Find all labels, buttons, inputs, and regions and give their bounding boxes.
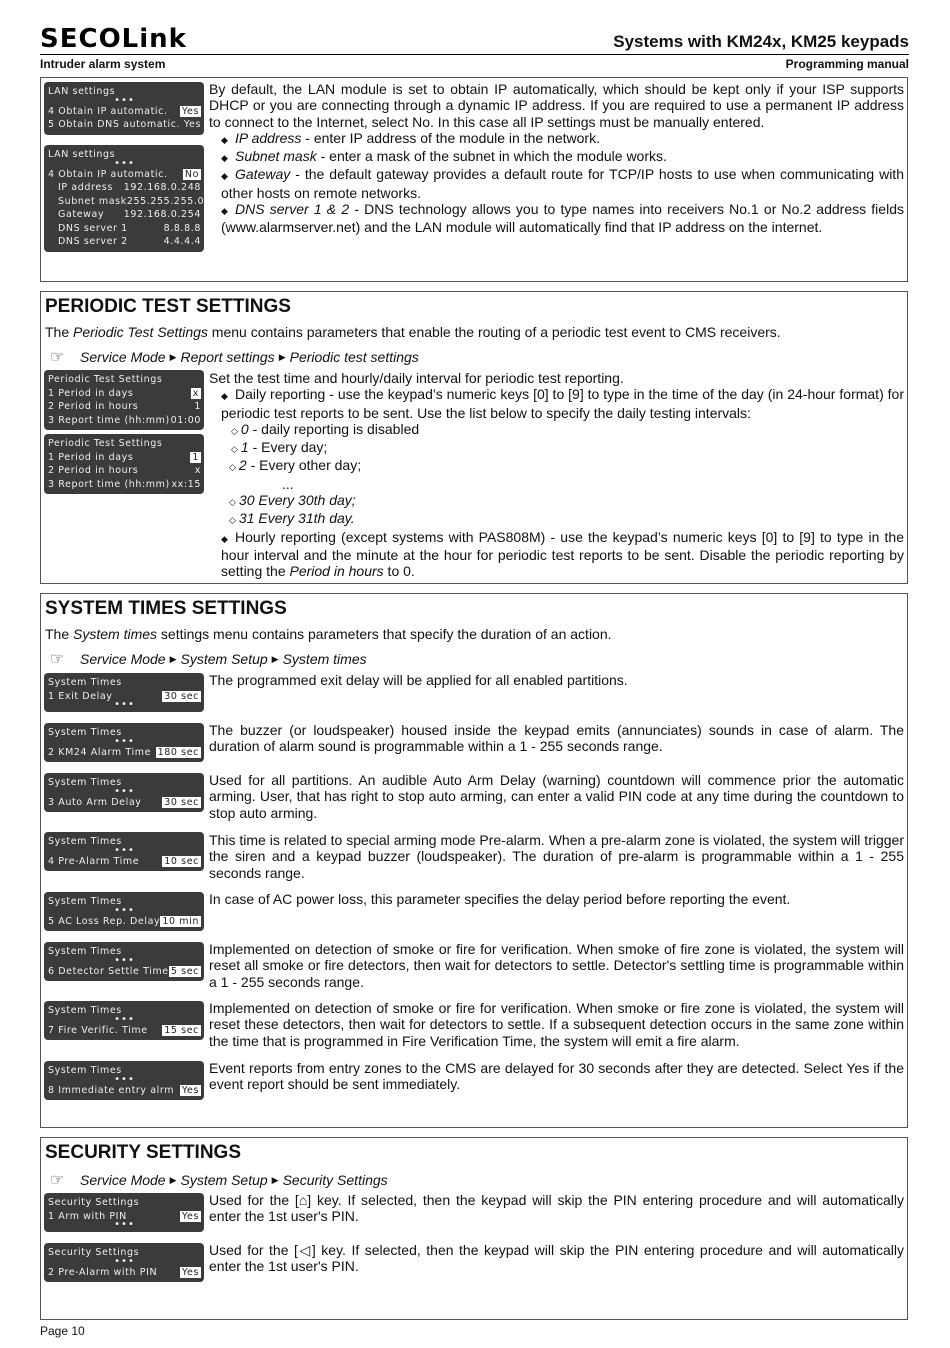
diamond-bullet-icon: ◆ bbox=[221, 171, 228, 182]
header-divider bbox=[40, 54, 909, 55]
periodic-test-title: PERIODIC TEST SETTINGS bbox=[45, 296, 291, 317]
lcd-fire-verification-time: System Times ••• 7 Fire Verific. Time 15 sec bbox=[44, 1001, 204, 1040]
lcd-periodic-test-2: Periodic Test Settings 1 Period in days 1 2 Period in hours x 3 Report time (hh:mm) xx:15 bbox=[44, 434, 204, 494]
arrow-right-icon: ▶ bbox=[271, 653, 279, 664]
pointing-hand-icon: ☞ bbox=[50, 349, 65, 366]
lan-bullet: ◆ IP address - enter IP address of the module in the network. bbox=[209, 130, 904, 148]
lcd-auto-arm-delay: System Times ••• 3 Auto Arm Delay 30 sec bbox=[44, 773, 204, 812]
hollow-diamond-icon: ◇ bbox=[229, 515, 236, 526]
immediate-entry-alarm-description: Event reports from entry zones to the CMS are delayed for 30 seconds after they are detected. Select Yes if the event report should be sent immediately. bbox=[209, 1060, 904, 1093]
lcd-lan-settings-1 bbox=[44, 82, 204, 135]
lan-bullet: ◆ Gateway - the default gateway provides a default route for TCP/IP hosts to use when communicating with other hosts on remote networks. bbox=[221, 166, 904, 201]
lcd-dots: ••• bbox=[114, 1255, 135, 1267]
lcd-pre-alarm-time: System Times ••• 4 Pre-Alarm Time 10 sec bbox=[44, 832, 204, 871]
diamond-bullet-icon: ◆ bbox=[221, 391, 228, 402]
periodic-test-intro: The Periodic Test Settings menu contains parameters that enable the routing of a periodic test event to CMS receivers. bbox=[45, 324, 781, 340]
document-title: Systems with KM24x, KM25 keypads bbox=[613, 32, 909, 51]
fire-verification-time-description: Implemented on detection of smoke or fire for verification. When smoke or fire zone is violated, the system will reset these detectors, then wait for detectors to settle. If a subsequent detection occurs in the same zone within the time that is programmed in Fire Verification Time, the system will emit a fire alarm. bbox=[209, 1000, 904, 1049]
system-times-intro: The System times settings menu contains parameters that specify the duration of an action. bbox=[45, 626, 612, 642]
lcd-dots: ••• bbox=[114, 1219, 135, 1230]
arrow-right-icon: ▶ bbox=[271, 1174, 279, 1185]
lcd-exit-delay: System Times 1 Exit Delay 30 sec ••• bbox=[44, 673, 204, 712]
arm-with-pin-description: Used for the [⌂] key. If selected, then the keypad will skip the PIN entering procedure and will automatically enter the 1st user's PIN. bbox=[209, 1192, 904, 1225]
lcd-dots: ••• bbox=[114, 844, 135, 856]
lan-bullet: ◆ DNS server 1 & 2 - DNS technology allows you to type names into receivers No.1 or No.2 address fields (www.alarmserver.net) and the LAN module will automatically find that IP address on the internet. bbox=[221, 201, 904, 236]
pointing-hand-icon: ☞ bbox=[50, 1172, 65, 1189]
lcd-dots: ••• bbox=[114, 904, 135, 916]
periodic-test-menu-path: ☞ Service Mode ▶ Report settings ▶ Periodic test settings bbox=[50, 349, 419, 366]
lcd-dots: ••• bbox=[114, 954, 135, 966]
diamond-bullet-icon: ◆ bbox=[221, 533, 228, 544]
lcd-row-label: 5 Obtain DNS automatic. bbox=[48, 119, 181, 131]
lcd-row-label: Gateway bbox=[58, 209, 105, 221]
arrow-right-icon: ▶ bbox=[169, 1174, 177, 1185]
security-settings-title: SECURITY SETTINGS bbox=[45, 1142, 242, 1163]
lcd-row-value: No bbox=[184, 168, 199, 180]
hollow-diamond-icon: ◇ bbox=[229, 462, 236, 473]
lcd-dots: ••• bbox=[114, 94, 135, 106]
pre-alarm-time-description: This time is related to special arming mode Pre-alarm. When a pre-alarm zone is violated, the system will trigger the siren and a keypad buzzer (loudspeaker). The duration of pre-alarm is programmable within a 1 - 255 seconds range. bbox=[209, 832, 904, 881]
hollow-diamond-icon: ◇ bbox=[229, 497, 236, 508]
arrow-right-icon: ▶ bbox=[169, 351, 177, 362]
lcd-title: Periodic Test Settings bbox=[48, 438, 163, 450]
lcd-row-value: 192.168.0.254 bbox=[123, 209, 201, 221]
lcd-title: LAN settings bbox=[48, 149, 116, 161]
security-settings-menu-path: ☞ Service Mode ▶ System Setup ▶ Security Settings bbox=[50, 1172, 388, 1189]
ac-loss-delay-description: In case of AC power loss, this parameter specifies the delay period before reporting the event. bbox=[209, 891, 791, 907]
lcd-row-label: 4 Obtain IP automatic. bbox=[48, 168, 168, 180]
page-number: Page 10 bbox=[40, 1324, 85, 1338]
lcd-row-value: Yes bbox=[183, 119, 201, 131]
hollow-diamond-icon: ◇ bbox=[231, 425, 238, 436]
periodic-test-description: Set the test time and hourly/daily interval for periodic test reporting. ◆ Daily reporting - use the keypad’s numeric keys [0] to [9] to type in the time of the day (in 24-hour format) for periodic test reports to be sent. Use the list below to specify the daily testing intervals: ◇ 0 - daily reporting is disabled ◇ 1 - Every day; ◇ 2 - Every other day; ... ◇ 30 Every 30th day; ◇ 31 Every 31th day. ◆ Hourly reporting (except systems with PAS808M) - use the keypad’s numeric keys [0] to [9] to type in the hour interval and the minute at the hour for periodic test reports to be sent. Disable the periodic reporting by setting the Period in hours to 0. bbox=[209, 370, 904, 580]
diamond-bullet-icon: ◆ bbox=[221, 206, 228, 217]
lcd-row-value: 4.4.4.4 bbox=[163, 236, 201, 248]
lan-bullet: ◆ Subnet mask - enter a mask of the subnet in which the module works. bbox=[209, 148, 904, 166]
pre-alarm-with-pin-description: Used for the [◁] key. If selected, then the keypad will skip the PIN entering procedure and will automatically enter the 1st user's PIN. bbox=[209, 1242, 904, 1275]
lcd-arm-with-pin: Security Settings 1 Arm with PIN Yes ••• bbox=[44, 1193, 204, 1232]
diamond-bullet-icon: ◆ bbox=[221, 134, 228, 145]
lan-paragraph: By default, the LAN module is set to obtain IP automatically, which should be kept only if your ISP supports DHCP or you are connecting through a dynamic IP address. If you are required to use a permanent IP address to connect to the Internet, select No. In this case all IP settings must be manually entered. bbox=[209, 81, 904, 130]
arrow-right-icon: ▶ bbox=[278, 351, 286, 362]
lcd-row-label: DNS server 1 bbox=[58, 222, 128, 234]
secolink-logo: SECOLink bbox=[40, 24, 187, 54]
lcd-immediate-entry-alarm: System Times ••• 8 Immediate entry alrm Yes bbox=[44, 1061, 204, 1100]
lcd-row-label: Subnet mask bbox=[58, 195, 127, 207]
hollow-diamond-icon: ◇ bbox=[231, 444, 238, 455]
lcd-row-value: 192.168.0.248 bbox=[123, 182, 201, 194]
lan-description bbox=[209, 81, 904, 236]
lcd-row-value: 8.8.8.8 bbox=[163, 222, 201, 234]
lcd-detector-settle-time: System Times ••• 6 Detector Settle Time 5 sec bbox=[44, 942, 204, 981]
lcd-row-value: Yes bbox=[181, 105, 199, 117]
system-times-menu-path: ☞ Service Mode ▶ System Setup ▶ System times bbox=[50, 651, 367, 668]
lcd-ac-loss-delay: System Times ••• 5 AC Loss Rep. Delay 10 min bbox=[44, 892, 204, 931]
lcd-dots: ••• bbox=[114, 1013, 135, 1025]
lcd-title: LAN settings bbox=[48, 86, 116, 98]
lcd-row-value: 255.255.255.0 bbox=[126, 195, 205, 207]
pointing-hand-icon: ☞ bbox=[50, 651, 65, 668]
system-times-title: SYSTEM TIMES SETTINGS bbox=[45, 598, 287, 619]
detector-settle-time-description: Implemented on detection of smoke or fire for verification. When smoke of fire zone is violated, the system will reset all smoke or fire detectors, then wait for detectors to settle. Detector's settling time is programmable within a 1 - 255 seconds range. bbox=[209, 941, 904, 990]
header-subtitle-right: Programming manual bbox=[785, 57, 909, 71]
lcd-dots: ••• bbox=[114, 785, 135, 797]
diamond-bullet-icon: ◆ bbox=[221, 153, 228, 164]
lcd-dots: ••• bbox=[114, 1073, 135, 1085]
arrow-right-icon: ▶ bbox=[169, 653, 177, 664]
header-subtitle-left: Intruder alarm system bbox=[40, 57, 166, 71]
lcd-pre-alarm-with-pin: Security Settings ••• 2 Pre-Alarm with PIN Yes bbox=[44, 1243, 204, 1282]
lcd-dots: ••• bbox=[114, 699, 135, 710]
exit-delay-description: The programmed exit delay will be applied for all enabled partitions. bbox=[209, 672, 628, 688]
km24-alarm-time-description: The buzzer (or loudspeaker) housed inside the keypad emits (annunciates) sounds in case of alarm. The duration of alarm sound is programmable within a 1 - 255 seconds range. bbox=[209, 722, 904, 755]
lcd-row-label: IP address bbox=[58, 182, 113, 194]
auto-arm-delay-description: Used for all partitions. An audible Auto Arm Delay (warning) countdown will commence prior the automatic arming. User, that has right to stop auto arming, can enter a valid PIN code at any time during the countdown to stop auto arming. bbox=[209, 772, 904, 821]
lcd-lan-settings-2 bbox=[44, 145, 204, 252]
lcd-dots: ••• bbox=[114, 735, 135, 747]
lcd-km24-alarm-time: System Times ••• 2 KM24 Alarm Time 180 sec bbox=[44, 723, 204, 762]
lcd-periodic-test-1: Periodic Test Settings 1 Period in days x 2 Period in hours 1 3 Report time (hh:mm) 01:00 bbox=[44, 370, 204, 430]
lcd-title: Periodic Test Settings bbox=[48, 374, 163, 386]
lcd-dots: ••• bbox=[114, 157, 135, 169]
lcd-row-label: DNS server 2 bbox=[58, 236, 128, 248]
lcd-row-label: 4 Obtain IP automatic. bbox=[48, 105, 168, 117]
